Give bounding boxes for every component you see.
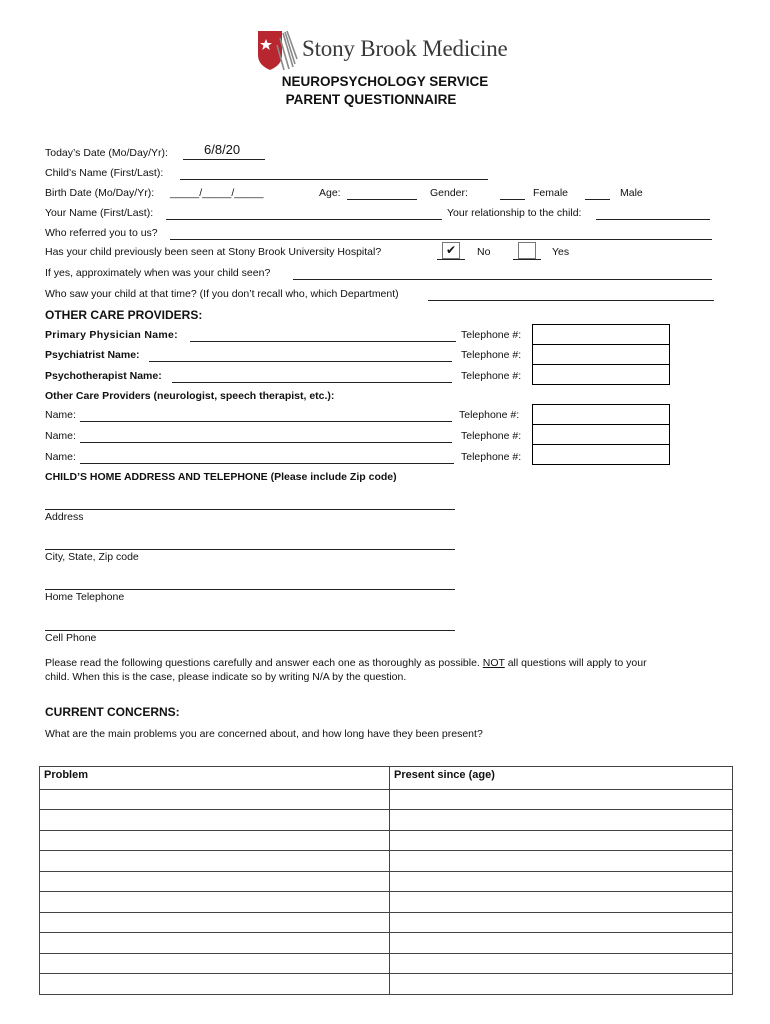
table-row (40, 974, 733, 995)
providers-heading: OTHER CARE PROVIDERS: (45, 308, 203, 322)
problem-cell[interactable] (40, 810, 390, 831)
table-row (40, 871, 733, 892)
age-field[interactable] (347, 199, 417, 200)
problem-cell[interactable] (40, 933, 390, 954)
relationship-field[interactable] (596, 219, 710, 220)
female-label: Female (533, 187, 569, 199)
yes-checkbox[interactable] (518, 242, 536, 259)
todays-date-field[interactable] (183, 159, 265, 160)
present-since-cell[interactable] (390, 871, 733, 892)
psychotherapist-phone[interactable] (532, 364, 670, 385)
problem-cell[interactable] (40, 912, 390, 933)
other-name-label: Name: (45, 451, 76, 463)
concerns-heading: CURRENT CONCERNS: (45, 705, 180, 719)
instructions-line2: child. When this is the case, please indicate so by writing N/A by the question. (45, 671, 407, 683)
table-row (40, 953, 733, 974)
male-blank[interactable] (585, 199, 610, 200)
problem-cell[interactable] (40, 974, 390, 995)
seen-before-label: Has your child previously been seen at Stony Brook University Hospital? (45, 246, 382, 258)
age-label: Age: (319, 187, 341, 199)
table-row (40, 851, 733, 872)
form-title-line2: PARENT QUESTIONNAIRE (285, 92, 457, 107)
telephone-label: Telephone #: (461, 451, 522, 463)
problem-cell[interactable] (40, 871, 390, 892)
other-name-field-1[interactable] (80, 421, 452, 422)
psychotherapist-field[interactable] (172, 382, 452, 383)
cell-phone-label: Cell Phone (45, 632, 97, 644)
no-checkbox[interactable]: ✔ (442, 242, 460, 259)
when-seen-label: If yes, approximately when was your child seen? (45, 267, 271, 279)
telephone-label: Telephone #: (461, 370, 522, 382)
problem-cell[interactable] (40, 953, 390, 974)
primary-physician-label: Primary Physician Name: (45, 329, 178, 341)
cell-phone-field[interactable] (45, 630, 455, 631)
primary-physician-phone[interactable] (532, 324, 670, 345)
male-label: Male (620, 187, 643, 199)
telephone-label: Telephone #: (461, 349, 522, 361)
present-since-cell[interactable] (390, 810, 733, 831)
concerns-table (39, 766, 733, 995)
other-providers-label: Other Care Providers (neurologist, speech therapist, etc.): (45, 390, 335, 402)
city-state-zip-field[interactable] (45, 549, 455, 550)
address-heading: CHILD’S HOME ADDRESS AND TELEPHONE (Please include Zip code) (45, 471, 397, 483)
city-state-zip-label: City, State, Zip code (45, 551, 139, 563)
table-row (40, 810, 733, 831)
problem-cell[interactable] (40, 851, 390, 872)
other-phone-3[interactable] (532, 444, 670, 465)
table-header-row (40, 767, 733, 790)
present-since-cell[interactable] (390, 912, 733, 933)
problem-cell[interactable] (40, 789, 390, 810)
who-saw-label: Who saw your child at that time? (If you don’t recall who, which Department) (45, 288, 399, 300)
table-row (40, 892, 733, 913)
your-name-label: Your Name (First/Last): (45, 207, 154, 219)
instructions-not: NOT (482, 657, 505, 669)
telephone-label: Telephone #: (459, 409, 520, 421)
your-name-field[interactable] (166, 219, 442, 220)
referred-field[interactable] (170, 239, 712, 240)
address-label: Address (45, 511, 84, 523)
present-since-cell[interactable] (390, 892, 733, 913)
col-present-header: Present since (age) (390, 767, 733, 790)
other-phone-1[interactable] (532, 404, 670, 425)
present-since-cell[interactable] (390, 933, 733, 954)
when-seen-field[interactable] (293, 279, 712, 280)
table-row (40, 830, 733, 851)
problem-cell[interactable] (40, 830, 390, 851)
no-checkbox-underline (437, 259, 465, 260)
yes-checkbox-underline (513, 259, 541, 260)
childs-name-label: Child’s Name (First/Last): (45, 167, 164, 179)
psychiatrist-phone[interactable] (532, 344, 670, 365)
yes-label: Yes (552, 246, 570, 258)
other-phone-2[interactable] (532, 424, 670, 445)
psychiatrist-field[interactable] (149, 361, 452, 362)
todays-date-value[interactable]: 6/8/20 (204, 142, 241, 157)
other-name-field-2[interactable] (80, 442, 452, 443)
brand-name: Stony Brook Medicine (302, 36, 508, 61)
present-since-cell[interactable] (390, 830, 733, 851)
form-title-line1: NEUROPSYCHOLOGY SERVICE (281, 74, 489, 89)
todays-date-label: Today’s Date (Mo/Day/Yr): (45, 147, 168, 159)
col-problem-header: Problem (40, 767, 390, 790)
table-row (40, 933, 733, 954)
birth-date-field[interactable]: _____/_____/_____ (170, 187, 264, 199)
primary-physician-field[interactable] (190, 341, 456, 342)
instructions-line1 (45, 657, 647, 669)
home-telephone-label: Home Telephone (45, 591, 125, 603)
childs-name-field[interactable] (180, 179, 488, 180)
other-name-label: Name: (45, 430, 76, 442)
shield-logo-icon (256, 29, 298, 71)
telephone-label: Telephone #: (461, 329, 522, 341)
present-since-cell[interactable] (390, 974, 733, 995)
referred-label: Who referred you to us? (45, 227, 158, 239)
concerns-question: What are the main problems you are concerned about, and how long have they been present? (45, 728, 483, 740)
birth-date-label: Birth Date (Mo/Day/Yr): (45, 187, 155, 199)
telephone-label: Telephone #: (461, 430, 522, 442)
psychiatrist-label: Psychiatrist Name: (45, 349, 140, 361)
logo (256, 29, 526, 71)
who-saw-field[interactable] (428, 300, 714, 301)
gender-label: Gender: (430, 187, 468, 199)
table-row (40, 912, 733, 933)
problem-cell[interactable] (40, 892, 390, 913)
no-label: No (477, 246, 491, 258)
table-row (40, 789, 733, 810)
present-since-cell[interactable] (390, 851, 733, 872)
female-blank[interactable] (500, 199, 525, 200)
other-name-label: Name: (45, 409, 76, 421)
psychotherapist-label: Psychotherapist Name: (45, 370, 162, 382)
relationship-label: Your relationship to the child: (447, 207, 582, 219)
other-name-field-3[interactable] (80, 463, 454, 464)
instructions-post: all questions will apply to your (507, 657, 647, 669)
home-telephone-field[interactable] (45, 589, 455, 590)
address-field[interactable] (45, 509, 455, 510)
instructions-pre: Please read the following questions carefully and answer each one as thoroughly as possible. (45, 657, 480, 669)
present-since-cell[interactable] (390, 953, 733, 974)
present-since-cell[interactable] (390, 789, 733, 810)
